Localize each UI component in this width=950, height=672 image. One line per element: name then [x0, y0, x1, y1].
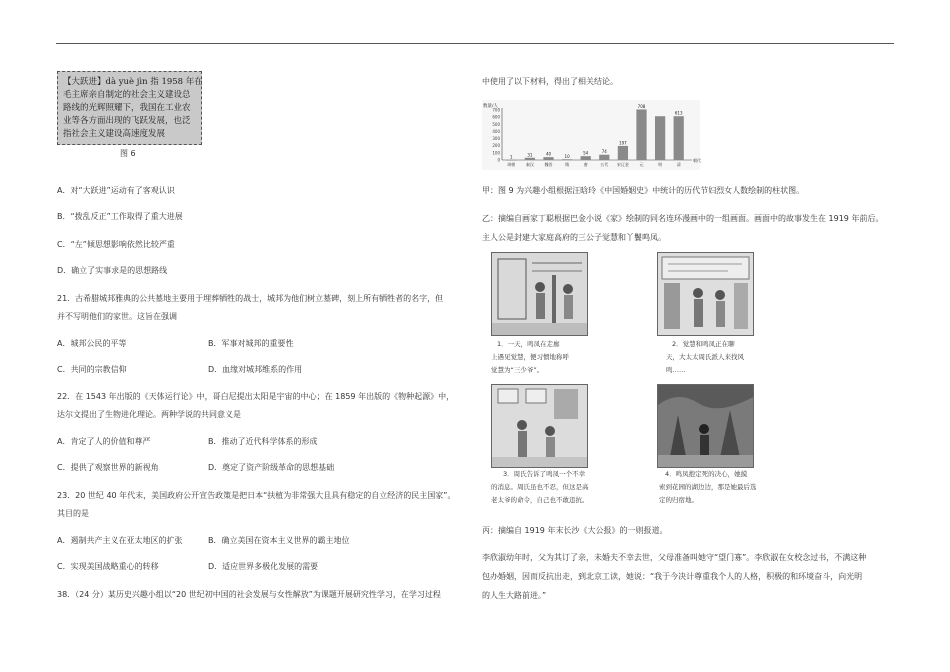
q20-option-a: A．对“大跃进”运动有了客观认识	[57, 186, 175, 195]
material-bing: 丙：摘编自 1919 年末长沙《大公报》的一则报道。	[482, 526, 668, 535]
material-jia: 甲：图 9 为兴趣小组根据汪晗玲《中国婚姻史》中统计的历代节妇烈女人数绘制的柱状图。	[482, 186, 805, 195]
chart-bar	[618, 146, 628, 160]
dict-line: 毛主席亲自制定的社会主义建设总	[63, 90, 191, 100]
dictionary-box	[57, 71, 202, 145]
chart-y-tick: 0	[497, 157, 500, 163]
comic-caption-3-line: 的消息。周氏虽也不忍，但这是高	[491, 483, 589, 491]
material-yi: 乙：摘编自画家丁聪根据巴金小说《家》绘制的同名连环漫画中的一组画面。画面中的故事发生在 1919 年前后。	[482, 214, 884, 223]
comic-caption-3-line: 老太爷的命令，自己也不敢违抗。	[491, 496, 589, 504]
material-yi-cont: 主人公是封建大家庭高府的三公子觉慧和丫鬟鸣凤。	[482, 233, 666, 242]
chart-x-tick: 宋辽金	[616, 162, 629, 167]
intro-text: 中使用了以下材料，得出了相关结论。	[482, 77, 618, 86]
q22-option-a: A．肯定了人的价值和尊严	[57, 437, 151, 446]
figure-caption: 图 6	[120, 149, 136, 158]
comic-caption-4-line: 定的归宿地。	[659, 496, 698, 504]
comic-caption-1-line: 觉慧为“三少爷”。	[491, 366, 544, 374]
chart-y-tick: 500	[492, 121, 500, 127]
q21-option-d: D．血缘对城邦维系的作用	[208, 365, 303, 374]
bar-chart-svg	[482, 100, 700, 170]
comic-illustration-2	[658, 253, 753, 335]
comic-caption-4-line: 索到花园的湖边边，那是她最后选	[659, 483, 757, 491]
comic-panel-4	[657, 384, 754, 468]
chart-bar-label: 31	[527, 152, 533, 158]
chart-y-tick: 600	[492, 114, 500, 120]
chart-x-tick: 隋	[565, 162, 570, 167]
comic-panel-3	[491, 384, 588, 468]
q23-stem-cont: 其目的是	[57, 509, 89, 518]
chart-bar	[655, 116, 665, 160]
chart-x-tick: 魏晋	[544, 162, 553, 167]
chart-bar	[525, 158, 535, 160]
chart-bar	[636, 109, 646, 160]
dict-line: 【大跃进】dà yuè jìn 指 1958 年在	[63, 77, 203, 87]
chart-bar-label: 197	[619, 140, 627, 146]
chart-bar-label: 74	[601, 149, 607, 155]
chart-x-tick: 清	[676, 162, 681, 167]
bar-chart	[482, 100, 700, 170]
q20-option-c: C．“左”倾思想影响依然比较严重	[57, 240, 175, 249]
q23-option-b: B．确立美国在资本主义世界的霸主地位	[208, 536, 350, 545]
chart-x-tick: 唐	[583, 162, 588, 167]
q20-option-d: D．确立了实事求是的思想路线	[57, 266, 168, 275]
chart-y-tick: 100	[492, 150, 500, 156]
top-rule	[56, 43, 894, 44]
comic-illustration-1	[492, 253, 587, 335]
chart-y-label: 数量/人	[483, 104, 499, 109]
comic-caption-2-line: 天，大太太周氏派人来找风	[666, 353, 744, 361]
chart-x-tick: 元	[639, 162, 644, 167]
comic-caption-3-line: 3．周氏告诉了鸣凤一个不幸	[503, 470, 586, 478]
chart-y-tick: 400	[492, 128, 500, 134]
chart-bar-label: 54	[583, 150, 589, 156]
chart-x-tick: 秦汉	[525, 162, 534, 167]
material-bing-body: 包办婚姻，因而反抗出走，到北京工读，她说：“我于今决计尊重我个人的人格，积极的和环境奋斗，向光明	[482, 572, 863, 581]
q38-stem: 38．（24 分）某历史兴趣小组以“20 世纪初中国的社会发展与女性解放”为课题开展研究性学习，在学习过程	[57, 590, 441, 599]
chart-bar-label: 40	[545, 151, 552, 157]
comic-illustration-4	[658, 385, 753, 467]
q23-option-d: D．适应世界多极化发展的需要	[208, 562, 319, 571]
q23-stem: 23．20 世纪 40 年代末，美国政府公开宣告政策是把日本“扶植为非常强大且具有稳定的自立经济的民主国家”。	[57, 491, 456, 500]
q20-option-b: B．“拨乱反正”工作取得了重大进展	[57, 212, 183, 221]
comic-caption-2-line: 鸣……	[666, 366, 686, 374]
dict-line: 路线的光辉照耀下，我国在工业农	[63, 103, 191, 113]
chart-unit-label: 朝代	[693, 158, 701, 163]
chart-bar	[599, 155, 609, 160]
chart-y-tick: 200	[492, 143, 500, 149]
comic-panel-1	[491, 252, 588, 336]
comic-panel-2	[657, 252, 754, 336]
q23-option-a: A．遏制共产主义在亚太地区的扩张	[57, 536, 183, 545]
chart-y-tick: 700	[492, 107, 500, 113]
q21-option-b: B．军事对城邦的重要性	[208, 339, 294, 348]
q21-option-c: C．共同的宗教信仰	[57, 365, 127, 374]
dict-line: 指社会主义建设高速度发展	[63, 129, 166, 139]
comic-caption-1-line: 上遇见觉慧，便习惯地称呼	[491, 353, 569, 361]
chart-bar	[562, 159, 572, 160]
q21-stem-cont: 并不写明他们的家世。这旨在强调	[57, 312, 177, 321]
chart-bar	[506, 160, 516, 161]
chart-y-tick: 300	[492, 136, 500, 142]
chart-bar	[543, 157, 553, 160]
q21-stem: 21．古希腊城邦雅典的公共墓地主要用于埋葬牺牲的战士，城邦为他们树立墓碑，刻上所有牺牲者的名字，但	[57, 294, 444, 303]
q23-option-c: C．实现美国战略重心的转移	[57, 562, 159, 571]
q22-stem: 22．在 1543 年出版的《天体运行论》中，哥白尼提出太阳是宇宙的中心；在 1859 年出版的《物种起源》中，	[57, 392, 455, 401]
q22-option-c: C．提供了观察世界的新视角	[57, 463, 159, 472]
chart-x-tick: 五代	[600, 162, 609, 167]
q22-option-d: D．奠定了资产阶级革命的思想基础	[208, 463, 335, 472]
material-bing-body: 李欣淑幼年时，父为其订了亲，未婚夫不幸去世，父母准备叫她守“望门寡”。李欣淑在女校念过书，不满这种	[482, 553, 867, 562]
comic-illustration-3	[492, 385, 587, 467]
q22-stem-cont: 达尔文提出了生物进化理论。两种学说的共同意义是	[57, 410, 241, 419]
chart-bar-label: 613	[674, 110, 683, 116]
comic-caption-4-line: 4．鸣凤抱定死的决心，她摸	[665, 470, 748, 478]
q21-option-a: A．城邦公民的平等	[57, 339, 127, 348]
q22-option-b: B．推动了近代科学体系的形成	[208, 437, 318, 446]
material-bing-body: 的人生大路前进。”	[482, 591, 547, 600]
chart-bar	[674, 116, 684, 160]
chart-x-tick: 周朝	[507, 162, 516, 167]
chart-bar	[581, 156, 591, 160]
chart-bar-label: 10	[564, 153, 570, 159]
dict-line: 业等各方面出现的飞跃发展，也泛	[63, 116, 191, 126]
chart-bar-label: 1	[510, 154, 513, 160]
chart-bar-label: 708	[637, 103, 646, 109]
comic-caption-1-line: 1．一天，鸣凤在走廊	[497, 340, 560, 348]
comic-caption-2-line: 2．觉慧和鸣凤正在聊	[672, 340, 735, 348]
chart-x-tick: 明	[658, 162, 663, 167]
